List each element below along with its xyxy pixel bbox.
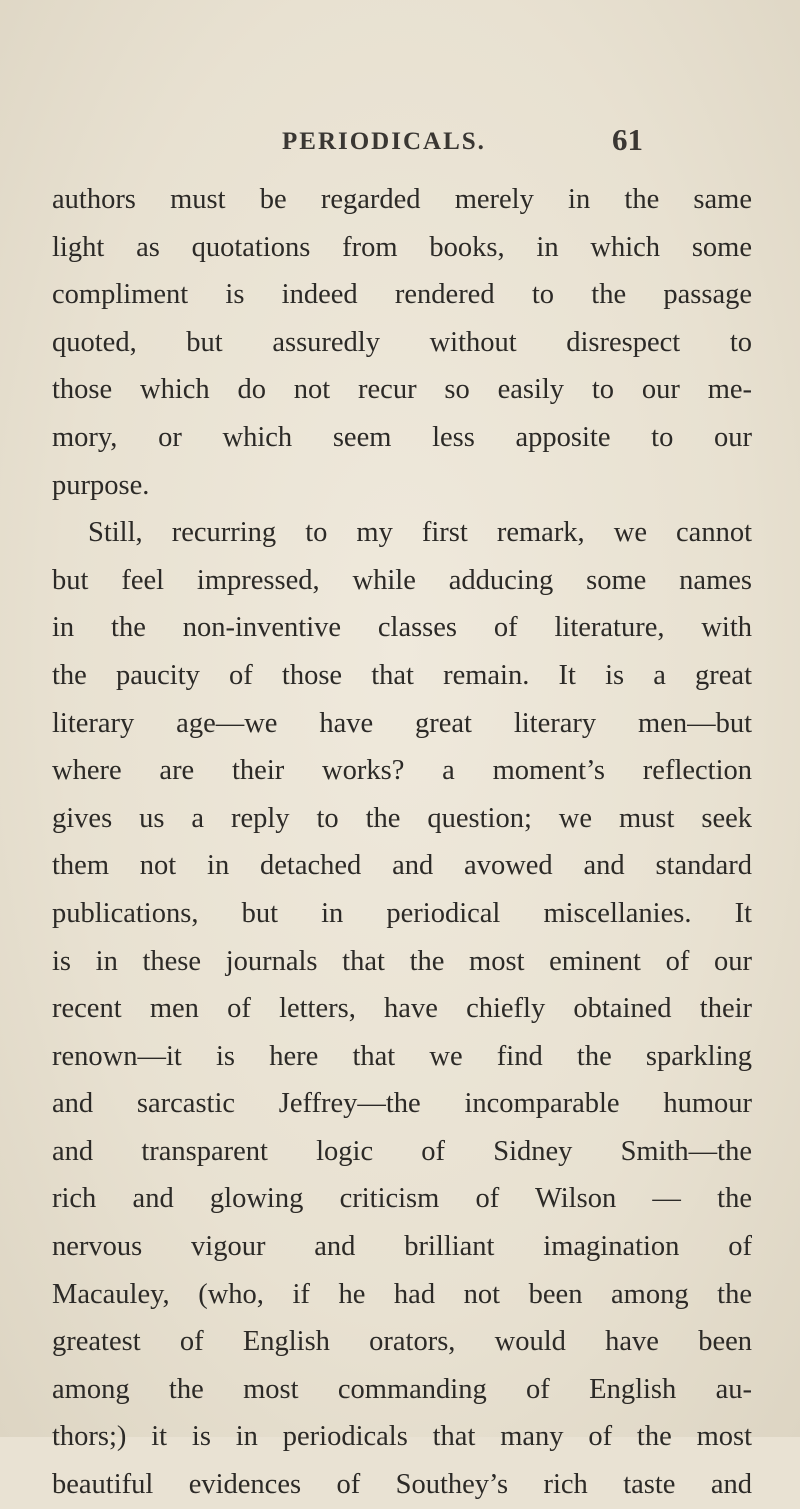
text-line: Macauley, (who, if he had not been among the (52, 1278, 752, 1310)
text-line: thors;) it is in periodicals that many of the most (52, 1421, 752, 1453)
text-line: literary age—we have great literary men—but (52, 707, 752, 739)
text-line: and transparent logic of Sidney Smith—the (52, 1135, 752, 1167)
text-line: Still, recurring to my first remark, we cannot (88, 517, 752, 549)
page-header (0, 122, 800, 168)
text-line: those which do not recur so easily to our me- (52, 374, 752, 406)
text-line: where are their works? a moment’s reflection (52, 755, 752, 787)
text-line: light as quotations from books, in which some (52, 231, 752, 263)
text-line: is in these journals that the most eminent of our (52, 945, 752, 977)
text-line: in the non-inventive classes of literature, with (52, 612, 752, 644)
text-line: nervous vigour and brilliant imagination of (52, 1231, 752, 1263)
text-line: mory, or which seem less apposite to our (52, 421, 752, 453)
running-head: PERIODICALS. (282, 128, 486, 155)
text-line: among the most commanding of English au- (52, 1373, 752, 1405)
text-line: renown—it is here that we find the sparkling (52, 1040, 752, 1072)
text-line: publications, but in periodical miscellanies. It (52, 897, 752, 929)
text-line: beautiful evidences of Southey’s rich taste and (52, 1469, 752, 1501)
text-line: rich and glowing criticism of Wilson — the (52, 1183, 752, 1215)
text-line: authors must be regarded merely in the same (52, 184, 752, 215)
text-line: but feel impressed, while adducing some names (52, 564, 752, 596)
text-line: the paucity of those that remain. It is a great (52, 659, 752, 691)
text-line: and sarcastic Jeffrey—the incomparable humour (52, 1088, 752, 1120)
text-line: them not in detached and avowed and standard (52, 850, 752, 882)
text-line: quoted, but assuredly without disrespect to (52, 326, 752, 358)
text-line: recent men of letters, have chiefly obtained their (52, 993, 752, 1025)
text-line: purpose. (52, 469, 150, 501)
text-line: gives us a reply to the question; we must seek (52, 802, 752, 834)
body-text (52, 176, 752, 1509)
text-line: compliment is indeed rendered to the passage (52, 279, 752, 311)
text-line: greatest of English orators, would have been (52, 1326, 752, 1358)
page-number: 61 (612, 122, 643, 157)
